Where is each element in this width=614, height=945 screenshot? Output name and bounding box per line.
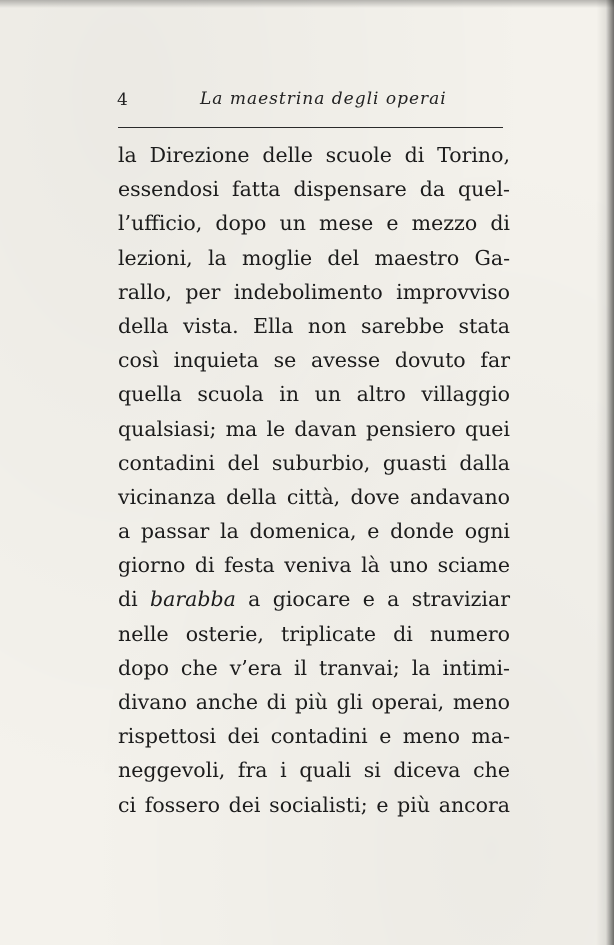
- text-segment: di: [118, 587, 151, 612]
- text-line: lezioni, la moglie del maestro Ga-: [118, 245, 510, 270]
- page-top-shadow: [0, 0, 614, 8]
- text-line: a passar la domenica, e donde ogni: [118, 519, 510, 544]
- italic-word: barabba: [150, 587, 236, 612]
- text-line: rispettosi dei contadini e meno ma-: [118, 724, 510, 749]
- text-line: [118, 582, 510, 616]
- text-line: nelle osterie, triplicate di numero: [118, 621, 510, 646]
- text-line: contadini del suburbio, guasti dalla: [118, 450, 510, 475]
- text-line: rallo, per indebolimento improvviso: [118, 279, 510, 304]
- text-line: neggevoli, fra i quali si diceva che: [118, 758, 510, 783]
- page-binding-shadow: [596, 0, 614, 945]
- text-line: giorno di festa veniva là uno sciame: [118, 553, 510, 578]
- text-line: la Direzione delle scuole di Torino,: [118, 143, 510, 167]
- text-line: divano anche di più gli operai, meno: [118, 690, 510, 714]
- running-title: La maestrina degli operai: [200, 89, 447, 109]
- text-segment: a giocare e a straviziar: [235, 587, 511, 612]
- text-line: l’ufficio, dopo un mese e mezzo di: [118, 211, 510, 236]
- body-text: [118, 138, 510, 822]
- text-line: dopo che v’era il tranvai; la intimi-: [118, 655, 510, 680]
- text-line: vicinanza della città, dove andavano: [118, 484, 510, 509]
- page-number: 4: [117, 90, 128, 110]
- text-line: qualsiasi; ma le davan pensiero quei: [118, 416, 510, 441]
- text-line: ci fossero dei socialisti; e più ancora: [118, 792, 510, 817]
- text-line: della vista. Ella non sarebbe stata: [118, 313, 510, 338]
- text-line: essendosi fatta dispensare da quel-: [118, 177, 510, 202]
- text-line: quella scuola in un altro villaggio: [118, 382, 510, 407]
- header-rule: [118, 127, 503, 128]
- text-line: così inquieta se avesse dovuto far: [118, 348, 510, 373]
